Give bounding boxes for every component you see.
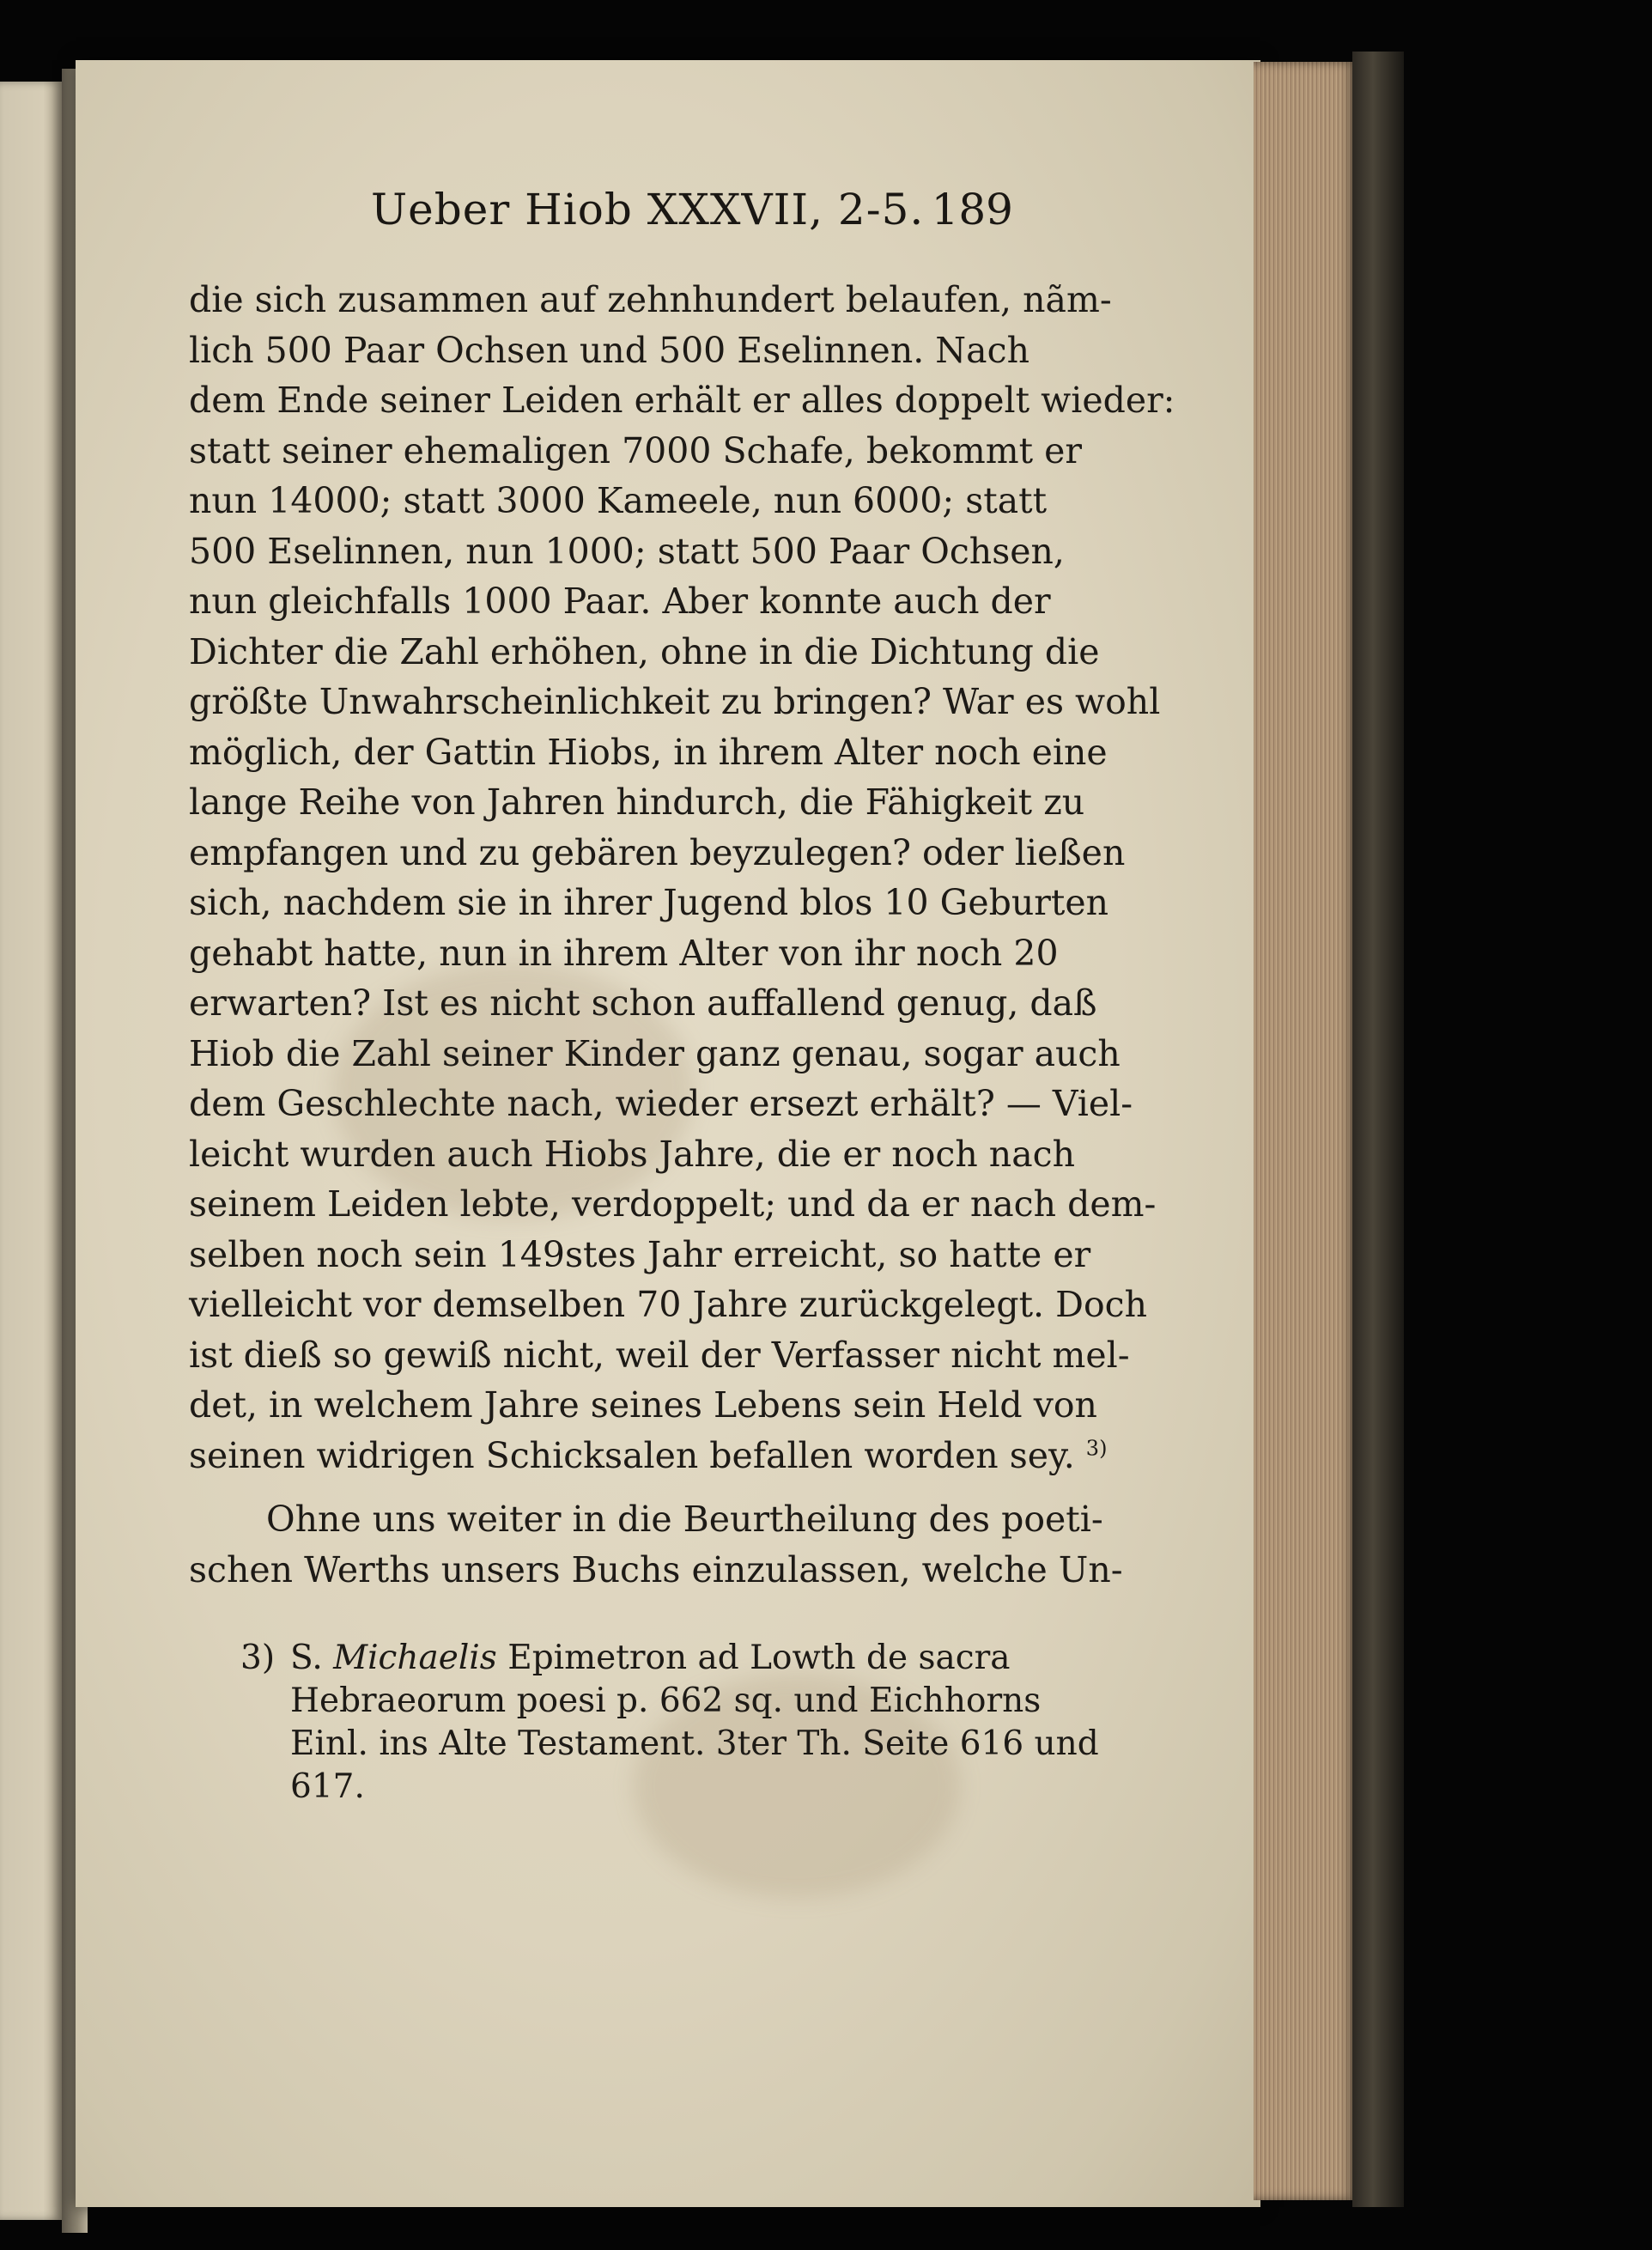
text-line: lange Reihe von Jahren hindurch, die Fähigkeit zu [189,781,1085,823]
text-line: lich 500 Paar Ochsen und 500 Eselinnen. Nach [189,329,1029,371]
running-head [189,185,1013,245]
text-line: nun gleichfalls 1000 Paar. Aber konnte auch der [189,581,1051,622]
text-line: Dichter die Zahl erhöhen, ohne in die Dichtung die [189,630,1100,672]
text-line: 500 Eselinnen, nun 1000; statt 500 Paar Ochsen, [189,530,1065,572]
text-line-last [189,1431,1108,1481]
text-line: erwarten? Ist es nicht schon auffallend genug, daß [189,982,1097,1024]
footnote-author: Michaelis [333,1639,497,1677]
footnote-line [240,1637,1013,1680]
text-line: Ohne uns weiter in die Beurtheilung des poeti- [266,1499,1103,1540]
running-head-title: Ueber Hiob XXXVII, 2-5. [371,185,925,234]
page-number: 189 [931,185,1013,234]
text-line: möglich, der Gattin Hiobs, in ihrem Alter noch eine [189,731,1108,773]
footnote-marker: 3) [240,1639,276,1677]
text-line: dem Ende seiner Leiden erhält er alles doppelt wieder: [189,380,1175,421]
text-line: leicht wurden auch Hiobs Jahre, die er noch nach [189,1133,1076,1175]
text-line: sich, nachdem sie in ihrer Jugend blos 10 Geburten [189,882,1109,923]
text-line-content: seinen widrigen Schicksalen befallen worden sey. [189,1434,1075,1476]
footnote [240,1637,1099,1809]
text-line: statt seiner ehemaligen 7000 Schafe, bekommt er [189,429,1083,471]
paragraph-1 [189,275,1175,1481]
text-line: nun 14000; statt 3000 Kameele, nun 6000; statt [189,480,1048,521]
facing-page-edge [0,82,62,2220]
text-line: seinem Leiden lebte, verdoppelt; und da er nach dem- [189,1183,1157,1225]
text-line: vielleicht vor demselben 70 Jahre zurückgelegt. Doch [189,1284,1148,1325]
text-line: empfangen und zu gebären beyzulegen? oder ließen [189,831,1126,873]
paragraph-2 [189,1494,1123,1595]
footnote-text: Epimetron ad Lowth de sacra [507,1639,1011,1677]
text-line: größte Unwahrscheinlichkeit zu bringen? War es wohl [189,681,1161,722]
footnote-line: 617. [290,1767,365,1806]
text-line: gehabt hatte, nun in ihrem Alter von ihr noch 20 [189,932,1059,974]
text-line: die sich zusammen auf zehnhundert belaufen, nãm- [189,279,1112,320]
text-line: selben noch sein 149stes Jahr erreicht, so hatte er [189,1233,1091,1275]
text-line: ist dieß so gewiß nicht, weil der Verfasser nicht mel- [189,1334,1130,1376]
footnote-line: Hebraeorum poesi p. 662 sq. und Eichhorns [290,1681,1042,1720]
text-line: det, in welchem Jahre seines Lebens sein Held von [189,1384,1097,1426]
footnote-text: S. [290,1639,323,1677]
text-line: schen Werths unsers Buchs einzulassen, welche Un- [189,1548,1123,1590]
text-line: Hiob die Zahl seiner Kinder ganz genau, sogar auch [189,1032,1121,1074]
book-cover-edge [1352,52,1404,2207]
text-line: dem Geschlechte nach, wieder ersezt erhält? — Viel- [189,1083,1133,1124]
page-block-edges [1254,62,1357,2200]
footnote-reference: 3) [1085,1435,1108,1460]
footnote-line: Einl. ins Alte Testament. 3ter Th. Seite 616 und [290,1724,1099,1763]
